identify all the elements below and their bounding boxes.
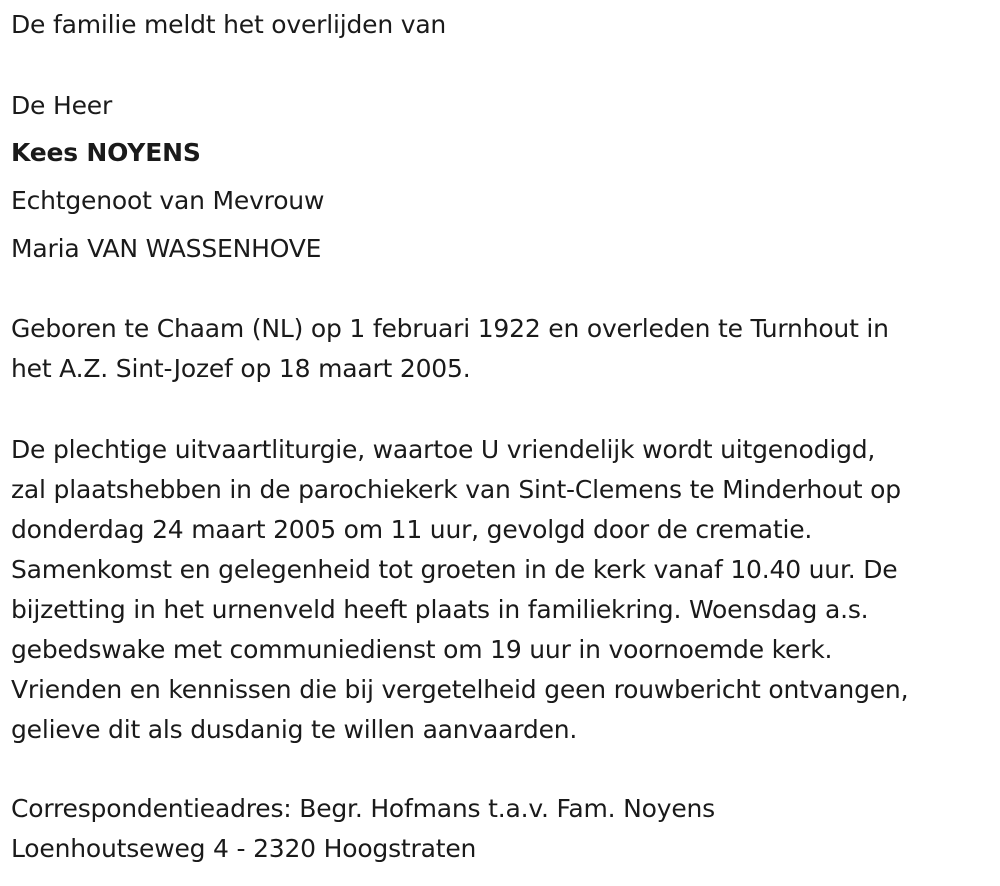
paragraph-line: Loenhoutseweg 4 - 2320 Hoogstraten <box>11 834 477 863</box>
ceremony-paragraph <box>11 430 986 750</box>
paragraph-line: Correspondentieadres: Begr. Hofmans t.a.v. Fam. Noyens <box>11 794 715 823</box>
correspondence-address <box>11 789 986 869</box>
spouse-name: Maria VAN WASSENHOVE <box>11 234 322 263</box>
paragraph-line: zal plaatshebben in de parochiekerk van Sint-Clemens te Minderhout op <box>11 475 901 504</box>
intro-text: De familie meldt het overlijden van <box>11 10 447 39</box>
paragraph-line: De plechtige uitvaartliturgie, waartoe U vriendelijk wordt uitgenodigd, <box>11 435 876 464</box>
spouse-prefix: Echtgenoot van Mevrouw <box>11 186 325 215</box>
paragraph-line: gebedswake met communiedienst om 19 uur in voornoemde kerk. <box>11 635 833 664</box>
birth-death-paragraph <box>11 309 986 389</box>
paragraph-line: gelieve dit als dusdanig te willen aanvaarden. <box>11 715 578 744</box>
honorific-title: De Heer <box>11 91 113 120</box>
paragraph-line: het A.Z. Sint-Jozef op 18 maart 2005. <box>11 354 471 383</box>
deceased-name: Kees NOYENS <box>11 138 201 167</box>
paragraph-line: Vrienden en kennissen die bij vergetelheid geen rouwbericht ontvangen, <box>11 675 909 704</box>
paragraph-line: donderdag 24 maart 2005 om 11 uur, gevolgd door de crematie. <box>11 515 813 544</box>
paragraph-line: Samenkomst en gelegenheid tot groeten in de kerk vanaf 10.40 uur. De <box>11 555 898 584</box>
paragraph-line: bijzetting in het urnenveld heeft plaats in familiekring. Woensdag a.s. <box>11 595 869 624</box>
paragraph-line: Geboren te Chaam (NL) op 1 februari 1922 en overleden te Turnhout in <box>11 314 889 343</box>
